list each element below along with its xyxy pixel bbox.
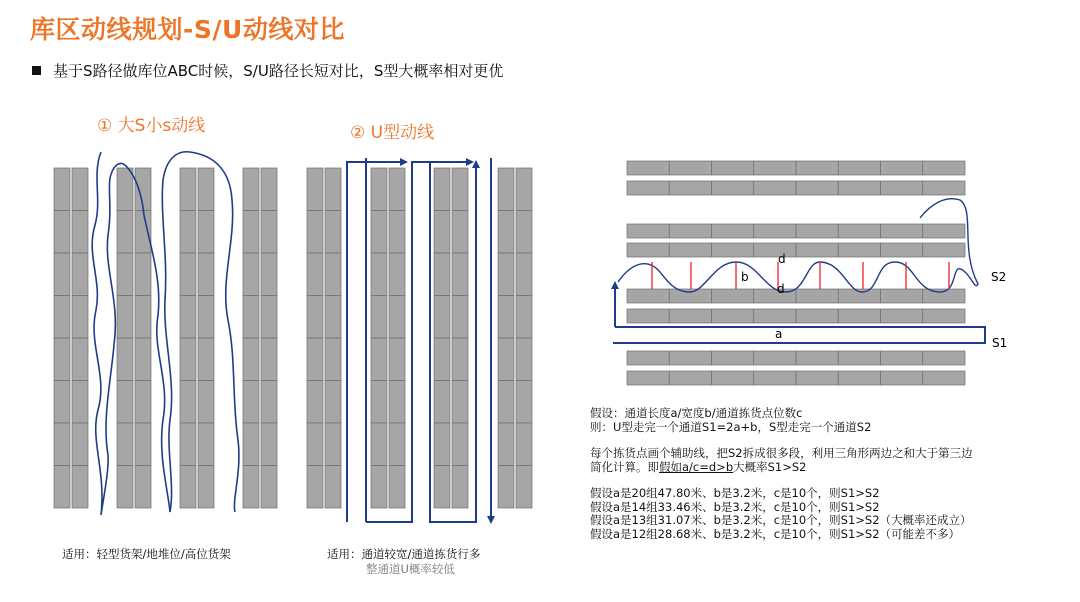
shelf-cell xyxy=(498,211,514,254)
shelf-cell xyxy=(434,338,450,381)
shelf-cell xyxy=(261,466,277,509)
s-route-label: ① 大S小s动线 xyxy=(97,116,206,136)
note-aux-1: 每个拣货点画个辅助线，把S2拆成很多段，利用三角形两边之和大于第三边 xyxy=(590,446,973,460)
u-route-path xyxy=(347,158,491,522)
shelf-cell xyxy=(72,338,88,381)
shelf-cell xyxy=(669,243,711,257)
shelf-cell xyxy=(627,161,669,175)
shelf-cell xyxy=(325,253,341,296)
shelf-cell xyxy=(923,161,965,175)
shelf-cell xyxy=(72,168,88,211)
label-b: b xyxy=(741,270,749,284)
shelf-cell xyxy=(434,253,450,296)
shelf-cell xyxy=(498,338,514,381)
shelf-cell xyxy=(434,168,450,211)
shelf-cell xyxy=(796,309,838,323)
u-route-label: ② U型动线 xyxy=(350,123,435,143)
shelf-cell xyxy=(669,161,711,175)
shelf-cell xyxy=(117,211,133,254)
shelf-cell xyxy=(54,168,70,211)
shelf-cell xyxy=(198,296,214,339)
shelf-cell xyxy=(307,296,323,339)
shelf-cell xyxy=(54,253,70,296)
s-route-shelves xyxy=(54,168,277,508)
shelf-cell xyxy=(243,211,259,254)
shelf-cell xyxy=(54,381,70,424)
shelf-cell xyxy=(712,161,754,175)
label-d-top: d xyxy=(778,252,786,266)
note-case: 假设a是20组47.80米、b是3.2米，c是10个，则S1>S2 xyxy=(590,486,880,500)
shelf-cell xyxy=(307,253,323,296)
shelf-cell xyxy=(516,338,532,381)
shelf-cell xyxy=(796,289,838,303)
shelf-cell xyxy=(261,423,277,466)
shelf-cell xyxy=(135,338,151,381)
shelf-cell xyxy=(371,338,387,381)
shelf-cell xyxy=(754,309,796,323)
shelf-cell xyxy=(389,168,405,211)
shelf-cell xyxy=(307,381,323,424)
shelf-cell xyxy=(325,338,341,381)
shelf-cell xyxy=(627,371,669,385)
label-d-bottom: d xyxy=(777,282,785,296)
shelf-cell xyxy=(325,381,341,424)
shelf-cell xyxy=(516,253,532,296)
shelf-cell xyxy=(712,289,754,303)
shelf-cell xyxy=(881,243,923,257)
shelf-cell xyxy=(754,161,796,175)
shelf-cell xyxy=(516,466,532,509)
shelf-cell xyxy=(117,466,133,509)
shelf-cell xyxy=(54,338,70,381)
shelf-cell xyxy=(243,296,259,339)
shelf-cell xyxy=(325,296,341,339)
shelf-cell xyxy=(198,381,214,424)
shelf-cell xyxy=(371,168,387,211)
shelf-cell xyxy=(881,309,923,323)
shelf-cell xyxy=(754,371,796,385)
shelf-cell xyxy=(371,423,387,466)
shelf-cell xyxy=(434,211,450,254)
shelf-cell xyxy=(712,224,754,238)
shelf-cell xyxy=(135,381,151,424)
shelf-cell xyxy=(516,168,532,211)
shelf-cell xyxy=(307,338,323,381)
shelf-cell xyxy=(712,181,754,195)
shelf-cell xyxy=(796,351,838,365)
shelf-cell xyxy=(498,381,514,424)
shelf-cell xyxy=(498,466,514,509)
shelf-cell xyxy=(452,423,468,466)
shelf-cell xyxy=(243,466,259,509)
shelf-cell xyxy=(325,211,341,254)
shelf-cell xyxy=(669,289,711,303)
shelf-cell xyxy=(135,296,151,339)
shelf-cell xyxy=(669,181,711,195)
shelf-cell xyxy=(452,338,468,381)
shelf-cell xyxy=(135,423,151,466)
shelf-cell xyxy=(452,168,468,211)
shelf-cell xyxy=(627,351,669,365)
right-diagram-shelves xyxy=(627,161,965,385)
shelf-cell xyxy=(434,381,450,424)
shelf-cell xyxy=(627,243,669,257)
shelf-cell xyxy=(434,466,450,509)
shelf-cell xyxy=(261,338,277,381)
shelf-cell xyxy=(669,371,711,385)
shelf-cell xyxy=(838,181,880,195)
shelf-cell xyxy=(498,296,514,339)
shelf-cell xyxy=(180,296,196,339)
shelf-cell xyxy=(371,253,387,296)
shelf-cell xyxy=(389,338,405,381)
shelf-cell xyxy=(516,381,532,424)
shelf-cell xyxy=(712,309,754,323)
shelf-cell xyxy=(796,371,838,385)
shelf-cell xyxy=(135,253,151,296)
shelf-cell xyxy=(627,309,669,323)
shelf-cell xyxy=(754,224,796,238)
shelf-cell xyxy=(452,466,468,509)
shelf-cell xyxy=(796,181,838,195)
bullet-text: 基于S路径做库位ABC时候，S/U路径长短对比，S型大概率相对更优 xyxy=(53,62,504,80)
label-s2: S2 xyxy=(991,270,1007,284)
shelf-cell xyxy=(117,296,133,339)
shelf-cell xyxy=(881,351,923,365)
shelf-cell xyxy=(498,253,514,296)
shelf-cell xyxy=(712,243,754,257)
shelf-cell xyxy=(243,381,259,424)
shelf-cell xyxy=(712,351,754,365)
shelf-cell xyxy=(452,253,468,296)
shelf-cell xyxy=(371,296,387,339)
shelf-cell xyxy=(923,181,965,195)
shelf-cell xyxy=(180,168,196,211)
note-case: 假设a是14组33.46米、b是3.2米，c是10个，则S1>S2 xyxy=(590,499,880,514)
s-route-path xyxy=(92,152,239,515)
note-aux-2 xyxy=(590,461,1070,475)
shelf-cell xyxy=(135,211,151,254)
shelf-cell xyxy=(72,466,88,509)
shelf-cell xyxy=(881,289,923,303)
shelf-cell xyxy=(72,253,88,296)
shelf-cell xyxy=(117,338,133,381)
u-route-footer-2: 整通道U概率较低 xyxy=(366,562,455,576)
shelf-cell xyxy=(325,466,341,509)
shelf-cell xyxy=(54,423,70,466)
shelf-cell xyxy=(371,381,387,424)
shelf-cell xyxy=(669,224,711,238)
shelf-cell xyxy=(72,423,88,466)
label-s1: S1 xyxy=(992,336,1008,350)
shelf-cell xyxy=(434,296,450,339)
note-then: 则：U型走完一个通道S1=2a+b，S型走完一个通道S2 xyxy=(590,419,872,434)
note-aux-2-suffix: 大概率S1>S2 xyxy=(733,459,807,474)
shelf-cell xyxy=(261,168,277,211)
shelf-cell xyxy=(754,243,796,257)
note-case: 假设a是12组28.68米、b是3.2米，c是10个，则S1>S2（可能差不多） xyxy=(590,526,961,541)
shelf-cell xyxy=(434,423,450,466)
shelf-cell xyxy=(243,423,259,466)
shelf-cell xyxy=(325,168,341,211)
shelf-cell xyxy=(923,243,965,257)
shelf-cell xyxy=(796,224,838,238)
shelf-cell xyxy=(389,466,405,509)
shelf-cell xyxy=(261,211,277,254)
shelf-cell xyxy=(198,466,214,509)
shelf-cell xyxy=(72,296,88,339)
shelf-cell xyxy=(712,371,754,385)
shelf-cell xyxy=(72,381,88,424)
shelf-cell xyxy=(627,224,669,238)
label-a: a xyxy=(775,327,783,341)
shelf-cell xyxy=(838,309,880,323)
shelf-cell xyxy=(243,168,259,211)
shelf-cell xyxy=(54,466,70,509)
shelf-cell xyxy=(669,351,711,365)
shelf-cell xyxy=(627,289,669,303)
shelf-cell xyxy=(838,243,880,257)
shelf-cell xyxy=(180,211,196,254)
u-route-footer-1: 适用：通道较宽/通道拣货行多 xyxy=(327,547,481,561)
shelf-cell xyxy=(498,168,514,211)
shelf-cell xyxy=(881,181,923,195)
note-case: 假设a是13组31.07米、b是3.2米，c是10个，则S1>S2（大概率还成立） xyxy=(590,513,972,527)
shelf-cell xyxy=(198,253,214,296)
shelf-cell xyxy=(516,296,532,339)
shelf-cell xyxy=(198,338,214,381)
shelf-cell xyxy=(754,181,796,195)
u-route-shelves xyxy=(307,168,532,508)
shelf-cell xyxy=(923,371,965,385)
shelf-cell xyxy=(54,296,70,339)
note-aux-2-underlined: 假如a/c=d>b xyxy=(659,459,734,474)
s-route-footer: 适用：轻型货架/地堆位/高位货架 xyxy=(62,547,231,561)
shelf-cell xyxy=(180,253,196,296)
shelf-cell xyxy=(307,466,323,509)
shelf-cell xyxy=(243,338,259,381)
shelf-cell xyxy=(198,423,214,466)
shelf-cell xyxy=(389,423,405,466)
shelf-cell xyxy=(307,211,323,254)
shelf-cell xyxy=(135,466,151,509)
shelf-cell xyxy=(180,466,196,509)
shelf-cell xyxy=(881,224,923,238)
shelf-cell xyxy=(261,381,277,424)
shelf-cell xyxy=(669,309,711,323)
shelf-cell xyxy=(452,381,468,424)
shelf-cell xyxy=(838,351,880,365)
shelf-cell xyxy=(371,466,387,509)
shelf-cell xyxy=(923,224,965,238)
shelf-cell xyxy=(452,296,468,339)
note-assume: 假设：通道长度a/宽度b/通道拣货点位数c xyxy=(590,406,803,420)
shelf-cell xyxy=(198,211,214,254)
shelf-cell xyxy=(881,371,923,385)
shelf-cell xyxy=(54,211,70,254)
shelf-cell xyxy=(452,211,468,254)
shelf-cell xyxy=(796,243,838,257)
shelf-cell xyxy=(261,253,277,296)
shelf-cell xyxy=(838,161,880,175)
shelf-cell xyxy=(180,423,196,466)
shelf-cell xyxy=(516,423,532,466)
shelf-cell xyxy=(180,381,196,424)
notes-block xyxy=(590,407,1070,554)
shelf-cell xyxy=(117,168,133,211)
shelf-cell xyxy=(389,381,405,424)
shelf-cell xyxy=(261,296,277,339)
shelf-cell xyxy=(117,423,133,466)
shelf-cell xyxy=(307,423,323,466)
shelf-cell xyxy=(796,161,838,175)
shelf-cell xyxy=(307,168,323,211)
shelf-cell xyxy=(117,381,133,424)
shelf-cell xyxy=(180,338,196,381)
shelf-cell xyxy=(627,181,669,195)
shelf-cell xyxy=(754,351,796,365)
shelf-cell xyxy=(325,423,341,466)
shelf-cell xyxy=(243,253,259,296)
page-title: 库区动线规划-S/U动线对比 xyxy=(30,15,345,44)
shelf-cell xyxy=(389,211,405,254)
shelf-cell xyxy=(389,296,405,339)
shelf-cell xyxy=(117,253,133,296)
shelf-cell xyxy=(198,168,214,211)
shelf-cell xyxy=(838,224,880,238)
shelf-cell xyxy=(838,371,880,385)
shelf-cell xyxy=(371,211,387,254)
shelf-cell xyxy=(516,211,532,254)
shelf-cell xyxy=(923,309,965,323)
shelf-cell xyxy=(389,253,405,296)
shelf-cell xyxy=(923,351,965,365)
shelf-cell xyxy=(881,161,923,175)
shelf-cell xyxy=(72,211,88,254)
note-aux-2-prefix: 简化计算。即 xyxy=(590,459,659,474)
shelf-cell xyxy=(498,423,514,466)
